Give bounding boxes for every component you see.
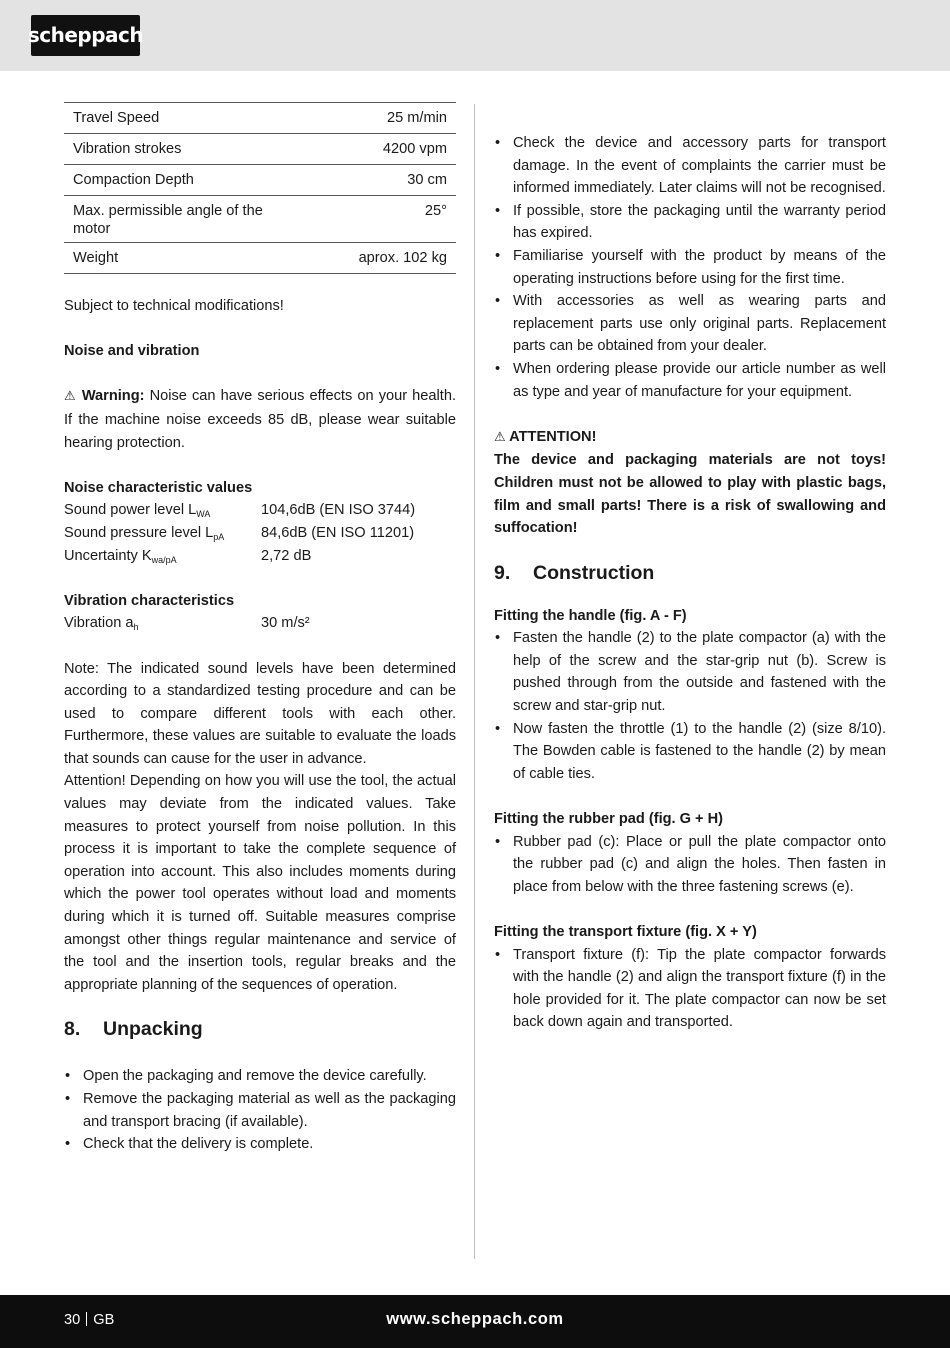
unpacking-list	[64, 1065, 456, 1155]
vibration-value-row	[64, 612, 456, 635]
spec-value: 30 cm	[264, 165, 456, 196]
noise-value: 2,72 dB	[261, 547, 312, 564]
table-row	[64, 103, 456, 134]
construction-heading: 9. Construction	[494, 561, 655, 584]
handle-list	[494, 627, 886, 785]
rubber-pad-list	[494, 831, 886, 899]
unpacking-heading: 8. Unpacking	[64, 1018, 203, 1041]
vibration-label: Vibration $a_h$	[64, 615, 139, 633]
table-row	[64, 165, 456, 196]
warning-text: Noise can have serious effects on your health. If the machine noise exceeds 85 dB, please wear suitable hearing protection.	[64, 388, 456, 451]
footer-bar	[0, 1295, 950, 1348]
scheppach-logo: scheppach	[31, 15, 140, 56]
technical-data-table	[64, 102, 456, 274]
transport-list	[494, 944, 886, 1034]
table-row	[64, 243, 456, 274]
spec-label: Travel Speed	[64, 103, 264, 134]
noise-value-label: Sound power level $L_{WA}$	[64, 502, 211, 520]
spec-label: Weight	[64, 243, 264, 274]
attention-heading: ⚠ ATTENTION!	[494, 428, 597, 445]
vibration-value: 30 m/s²	[261, 615, 310, 632]
fitting-transport-heading: Fitting the transport fixture (fig. X + Y)	[494, 924, 757, 940]
page-number: 30	[64, 1312, 81, 1328]
noise-value-row	[64, 545, 456, 568]
technical-modifications-note: Subject to technical modifications!	[64, 298, 284, 314]
noise-vibration-heading: Noise and vibration	[64, 343, 200, 360]
list-item: • Check that the delivery is complete.	[64, 1133, 456, 1156]
spec-value: 25°	[264, 196, 456, 243]
noise-value-row	[64, 499, 456, 522]
top-bar	[0, 0, 950, 71]
noise-characteristic-heading: Noise characteristic values	[64, 479, 253, 496]
attention-warning-text: The device and packaging materials are not toys! Children must not be allowed to play with plastic bags, film and small parts! There is a risk of swallowing and suffocation!	[494, 452, 886, 537]
spec-value: 25 m/min	[264, 103, 456, 134]
spec-value: aprox. 102 kg	[264, 243, 456, 274]
noise-value-label: Sound pressure level $L_{pA}$	[64, 524, 225, 542]
table-row	[64, 134, 456, 165]
fitting-handle-heading: Fitting the handle (fig. A - F)	[494, 607, 687, 624]
list-item: • With accessories as well as wearing parts and replacement parts use only original parts. Replacement parts can be obtained from your dealer.	[494, 290, 886, 358]
spec-label: Vibration strokes	[64, 134, 264, 165]
attention-paragraph: Attention! Depending on how you will use the tool, the actual values may deviate from the indicated values. Take measures to protect yourself from noise pollution. In this process it is important to take the complete sequence of operation into account. This also includes moments during which the power tool operates without load and moments during which it is turned off. Suitable measures comprise amongst other things regular maintenance and service of the tool and the insertion tools, regular breaks and the appropriate planning of the sequences of operation.	[64, 773, 456, 993]
warning-icon: ⚠	[494, 429, 506, 445]
warning-icon: ⚠	[64, 389, 77, 405]
spec-label: Compaction Depth	[64, 165, 264, 196]
spec-value: 4200 vpm	[264, 134, 456, 165]
list-item: • Open the packaging and remove the device carefully.	[64, 1065, 456, 1088]
left-column	[64, 102, 456, 1156]
check-list	[494, 132, 886, 403]
list-item: • Rubber pad (c): Place or pull the plate compactor onto the rubber pad (c) and align the holes. Then fasten in place from below with the three fastening screws (e).	[494, 831, 886, 899]
list-item: • Familiarise yourself with the product by means of the operating instructions before using for the first time.	[494, 245, 886, 290]
list-item: • Transport fixture (f): Tip the plate compactor forwards with the handle (2) and align the transport fixture (f) in the hole provided for it. The plate compactor can now be set back down again and transported.	[494, 944, 886, 1034]
language-code: GB	[93, 1312, 115, 1328]
list-item: • Now fasten the throttle (1) to the handle (2) (size 8/10). The Bowden cable is fastened to the handle (2) by mean of cable ties.	[494, 718, 886, 786]
column-divider	[474, 104, 475, 1259]
note-paragraph: Note: The indicated sound levels have been determined according to a standardized testing procedure and can be used to compare different tools with each other. Furthermore, these values are suitable to evaluate the loads that sounds can cause for the user in advance.	[64, 660, 456, 767]
warning-label: Warning:	[81, 388, 145, 405]
vibration-characteristics-heading: Vibration characteristics	[64, 592, 235, 609]
list-item: • Check the device and accessory parts for transport damage. In the event of complaints the carrier must be informed immediately. Later claims will not be recognised.	[494, 132, 886, 200]
noise-value: 84,6dB (EN ISO 11201)	[261, 524, 415, 541]
fitting-rubber-pad-heading: Fitting the rubber pad (fig. G + H)	[494, 811, 724, 828]
list-item: • When ordering please provide our article number as well as type and year of manufacture for your equipment.	[494, 358, 886, 403]
table-row	[64, 196, 456, 243]
noise-value-label: Uncertainty $K_{wa/pA}$	[64, 547, 177, 565]
website-url: www.scheppach.com	[386, 1310, 564, 1328]
noise-value: 104,6dB (EN ISO 3744)	[261, 502, 416, 519]
spec-label: Max. permissible angle of the motor	[64, 196, 264, 243]
list-item: • Remove the packaging material as well as the packaging and transport bracing (if available).	[64, 1088, 456, 1133]
list-item: • If possible, store the packaging until the warranty period has expired.	[494, 200, 886, 245]
right-column	[494, 132, 886, 1034]
noise-warning	[64, 385, 456, 454]
list-item: • Fasten the handle (2) to the plate compactor (a) with the help of the screw and the star-grip nut (b). Screw is pushed through from the outside and fastened with the screw and star-grip nut.	[494, 627, 886, 717]
noise-value-row	[64, 522, 456, 545]
